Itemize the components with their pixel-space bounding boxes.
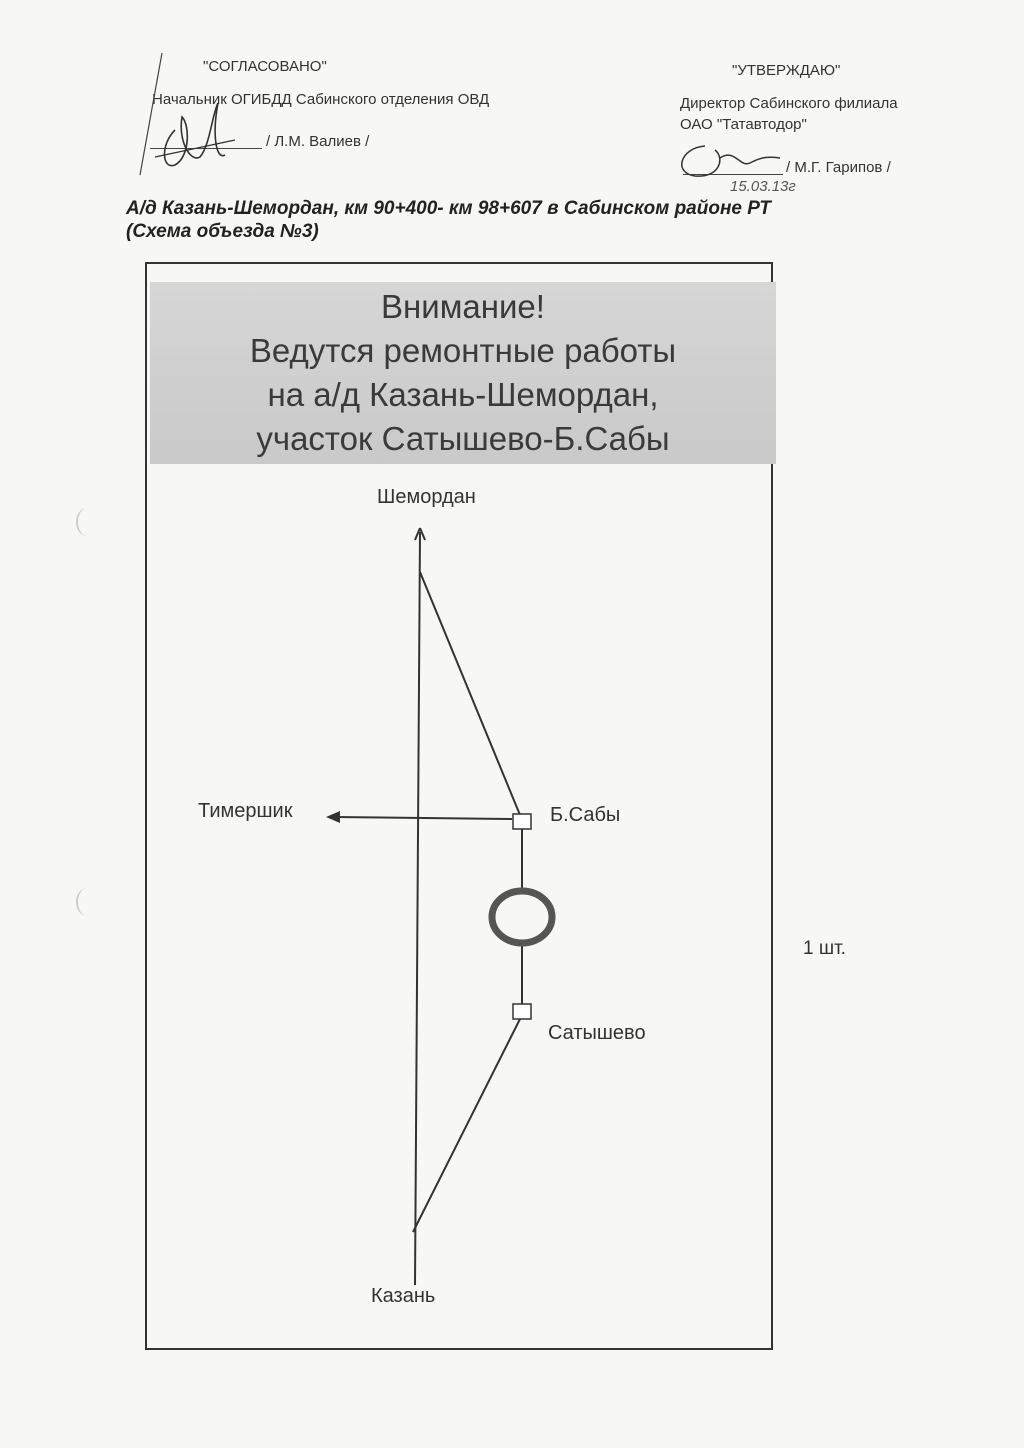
label-b-saby: Б.Сабы <box>550 804 621 826</box>
detour-south-segment <box>413 1019 520 1232</box>
banner-line-2: Ведутся ремонтные работы <box>249 332 677 369</box>
label-kazan: Казань <box>371 1285 436 1307</box>
quantity-note: 1 шт. <box>803 938 846 959</box>
document-subtitle: (Схема объезда №3) <box>126 221 319 242</box>
approved-position-line2: ОАО "Татавтодор" <box>680 116 807 133</box>
label-shemordan: Шемордан <box>377 486 476 508</box>
west-road-line <box>333 817 512 819</box>
approved-date-handwritten: 15.03.13г <box>730 178 796 195</box>
approved-position-line1: Директор Сабинского филиала <box>680 95 898 112</box>
roundabout-ring-icon <box>492 891 552 943</box>
approved-signatory: / М.Г. Гарипов / <box>786 159 891 176</box>
agreed-label: "СОГЛАСОВАНО" <box>203 58 327 75</box>
satyshevo-marker-icon <box>513 1004 531 1019</box>
binder-hole-2 <box>76 888 98 916</box>
banner-line-3: на а/д Казань-Шемордан, <box>267 376 659 413</box>
agreed-signatory: / Л.М. Валиев / <box>266 133 370 150</box>
b-saby-marker-icon <box>513 814 531 829</box>
main-road-line <box>415 532 420 1285</box>
document-title: А/д Казань-Шемордан, км 90+400- км 98+607 в Сабинском районе РТ <box>126 198 771 219</box>
west-arrow-icon <box>326 811 340 823</box>
banner-line-4: участок Сатышево-Б.Сабы <box>256 420 670 457</box>
banner-line-1: Внимание! <box>381 288 545 325</box>
binder-hole-1 <box>76 508 98 536</box>
label-timershik: Тимершик <box>198 800 293 822</box>
label-satyshevo: Сатышево <box>548 1022 646 1044</box>
approved-label: "УТВЕРЖДАЮ" <box>732 62 841 79</box>
agreed-position: Начальник ОГИБДД Сабинского отделения ОВД <box>152 91 490 108</box>
detour-north-segment <box>420 572 520 815</box>
